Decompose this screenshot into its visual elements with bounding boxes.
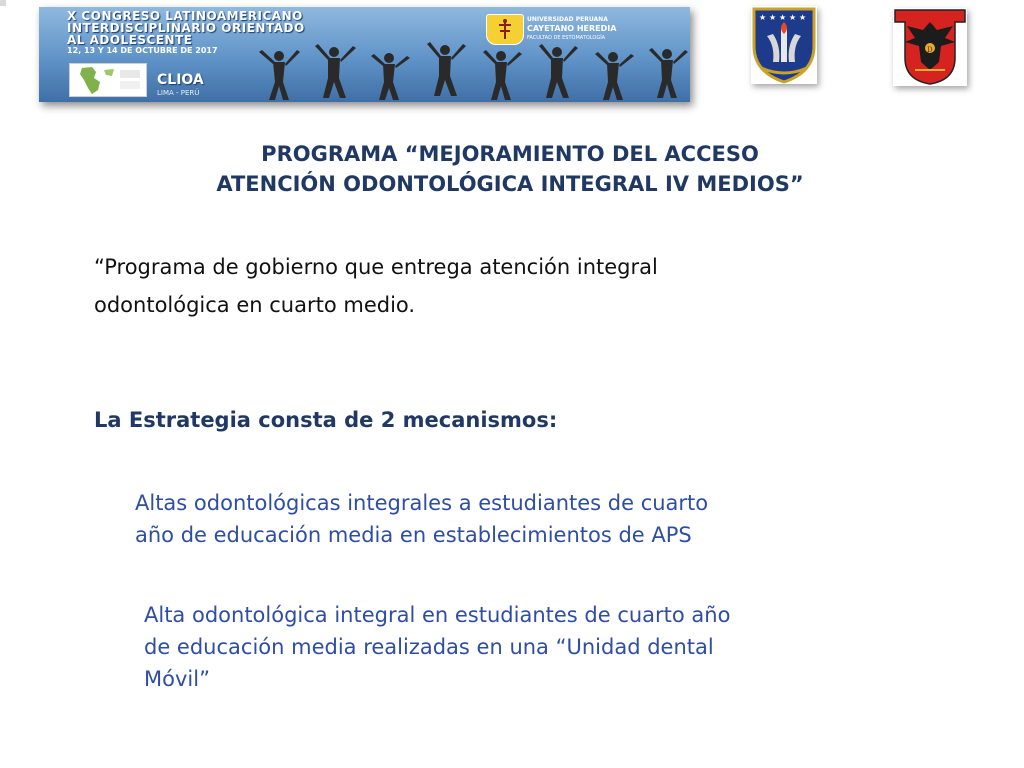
jumping-youth-silhouettes [249,42,689,102]
slide-title [80,139,940,199]
mechanism-1-line-2: año de educación media en establecimientos de APS [135,523,692,547]
mechanism-2-line-3: Móvil” [144,667,210,691]
event-location: LIMA - PERÚ [157,89,200,97]
upch-line-2: CAYETANO HEREDIA [527,24,617,33]
banner-title-line-2: INTERDISCIPLINARIO ORIENTADO [67,21,305,35]
upch-line-3: FACULTAD DE ESTOMATOLOGÍA [527,35,606,41]
mechanism-2-line-2: de educación media realizadas en una “Unidad dental [144,635,714,659]
program-description-line-2: odontológica en cuarto medio. [94,293,416,317]
strategy-heading: La Estrategia consta de 2 mecanismos: [94,408,558,432]
banner-title-line-3: AL ADOLESCENTE [67,33,193,47]
mechanism-2-line-1: Alta odontológica integral en estudiantes de cuarto año [144,603,731,627]
slide-title-line-1: PROGRAMA “MEJORAMIENTO DEL ACCESO [261,142,759,166]
upch-shield-icon [486,14,524,45]
corner-marker [0,0,6,6]
mechanism-1 [135,487,895,551]
svg-text:★: ★ [759,13,767,22]
upch-name [527,16,616,42]
svg-text:★: ★ [769,13,777,22]
eagle-crest-icon [893,8,967,86]
banner-dates: 12, 13 Y 14 DE OCTUBRE DE 2017 [67,46,218,55]
banner-title-line-1: X CONGRESO LATINOAMERICANO [67,9,303,23]
universidad-de-concepcion-crest-icon [751,6,817,84]
slide-title-line-2: ATENCIÓN ODONTOLÓGICA INTEGRAL IV MEDIOS” [216,172,804,196]
svg-text:D: D [927,46,933,54]
upch-line-1: UNIVERSIDAD PERUANA [527,16,608,23]
banner-title [67,10,305,46]
program-description [94,248,874,324]
mechanism-2 [144,599,904,695]
latin-america-map-icon [69,63,147,97]
congress-banner [39,7,690,102]
svg-text:★: ★ [779,13,787,22]
svg-text:★: ★ [799,13,807,22]
clioa-brand: CLIOA [157,72,204,88]
program-description-line-1: “Programa de gobierno que entrega atención integral [94,255,658,279]
svg-text:★: ★ [789,13,797,22]
mechanism-1-line-1: Altas odontológicas integrales a estudiantes de cuarto [135,491,709,515]
